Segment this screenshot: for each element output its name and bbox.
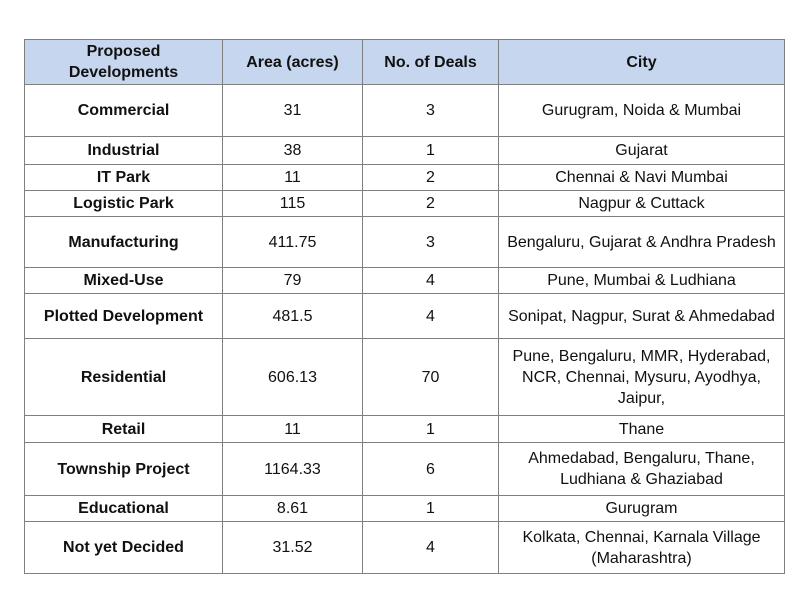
cell-city: Chennai & Navi Mumbai — [499, 165, 785, 191]
cell-type: Logistic Park — [25, 191, 223, 217]
cell-area: 38 — [223, 137, 363, 165]
header-area: Area (acres) — [223, 40, 363, 85]
cell-deals: 1 — [363, 137, 499, 165]
cell-area: 11 — [223, 416, 363, 443]
table-row — [25, 496, 785, 522]
cell-deals: 3 — [363, 217, 499, 268]
cell-type: Township Project — [25, 443, 223, 496]
header-no-of-deals: No. of Deals — [363, 40, 499, 85]
cell-deals: 1 — [363, 496, 499, 522]
table-row — [25, 416, 785, 443]
header-city: City — [499, 40, 785, 85]
cell-city: Nagpur & Cuttack — [499, 191, 785, 217]
cell-city: Gurugram — [499, 496, 785, 522]
cell-type: Industrial — [25, 137, 223, 165]
cell-area: 8.61 — [223, 496, 363, 522]
table-row — [25, 85, 785, 137]
cell-deals: 70 — [363, 339, 499, 416]
cell-deals: 2 — [363, 191, 499, 217]
cell-area: 115 — [223, 191, 363, 217]
cell-city: Pune, Mumbai & Ludhiana — [499, 268, 785, 294]
cell-deals: 4 — [363, 522, 499, 574]
cell-type: Educational — [25, 496, 223, 522]
table-row — [25, 294, 785, 339]
cell-area: 606.13 — [223, 339, 363, 416]
cell-deals: 4 — [363, 294, 499, 339]
cell-area: 79 — [223, 268, 363, 294]
cell-deals: 4 — [363, 268, 499, 294]
cell-type: IT Park — [25, 165, 223, 191]
table-row — [25, 443, 785, 496]
cell-type: Residential — [25, 339, 223, 416]
cell-area: 1164.33 — [223, 443, 363, 496]
table-row — [25, 191, 785, 217]
cell-deals: 1 — [363, 416, 499, 443]
cell-city: Gurugram, Noida & Mumbai — [499, 85, 785, 137]
table-header-row — [25, 40, 785, 85]
cell-type: Mixed-Use — [25, 268, 223, 294]
cell-city: Thane — [499, 416, 785, 443]
cell-area: 411.75 — [223, 217, 363, 268]
cell-type: Plotted Development — [25, 294, 223, 339]
cell-city: Ahmedabad, Bengaluru, Thane, Ludhiana & Ghaziabad — [499, 443, 785, 496]
table-row — [25, 165, 785, 191]
cell-city: Gujarat — [499, 137, 785, 165]
cell-area: 481.5 — [223, 294, 363, 339]
table-row — [25, 137, 785, 165]
table-row — [25, 522, 785, 574]
table-row — [25, 268, 785, 294]
cell-city: Sonipat, Nagpur, Surat & Ahmedabad — [499, 294, 785, 339]
cell-area: 31.52 — [223, 522, 363, 574]
cell-type: Manufacturing — [25, 217, 223, 268]
table-row — [25, 339, 785, 416]
cell-type: Retail — [25, 416, 223, 443]
cell-area: 31 — [223, 85, 363, 137]
cell-city: Kolkata, Chennai, Karnala Village (Maharashtra) — [499, 522, 785, 574]
header-proposed-developments: Proposed Developments — [25, 40, 223, 85]
developments-table — [24, 39, 785, 574]
cell-type: Not yet Decided — [25, 522, 223, 574]
table-row — [25, 217, 785, 268]
cell-area: 11 — [223, 165, 363, 191]
cell-city: Bengaluru, Gujarat & Andhra Pradesh — [499, 217, 785, 268]
cell-deals: 3 — [363, 85, 499, 137]
cell-deals: 6 — [363, 443, 499, 496]
cell-type: Commercial — [25, 85, 223, 137]
cell-deals: 2 — [363, 165, 499, 191]
cell-city: Pune, Bengaluru, MMR, Hyderabad, NCR, Chennai, Mysuru, Ayodhya, Jaipur, — [499, 339, 785, 416]
